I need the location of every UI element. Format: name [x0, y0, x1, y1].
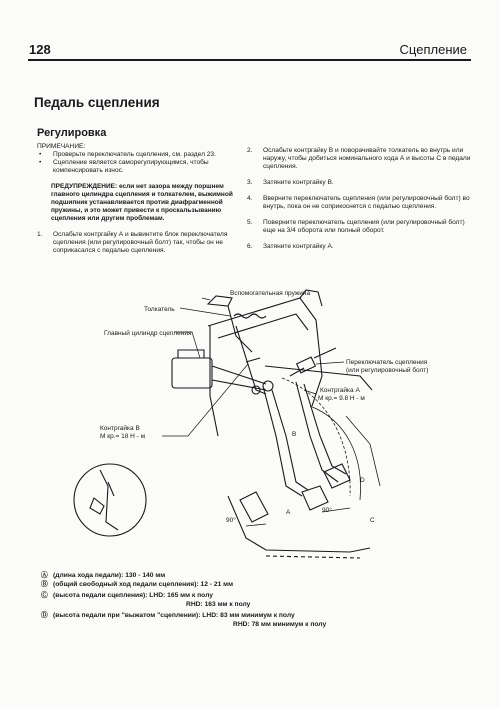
note-heading: ПРИМЕЧАНИЕ:: [37, 143, 86, 150]
spec-symbol: Ⓐ: [41, 572, 48, 579]
step-text: Затяните контргайку А.: [263, 243, 334, 250]
spec-text: (высота педали сцепления): LHD: 165 мм к полу: [53, 592, 213, 600]
label-angle-left: 90°: [226, 517, 236, 524]
bullet-marker: •: [39, 159, 42, 166]
step-text: Вверните переключатель сцепления (или регулировочный болт) во внутрь, пока он не соприкоснется с педалью сцепления.: [263, 195, 470, 210]
step-text: Затяните контргайку В.: [263, 179, 334, 186]
section-title: Сцепление: [399, 42, 467, 57]
spec-symbol: Ⓓ: [41, 612, 48, 620]
spec-text: (общий свободный ход педали сцепления): 12 - 21 мм: [53, 580, 234, 588]
step-number: 2.: [247, 147, 253, 154]
step-text: Ослабьте контргайку В и поворачивайте толкатель во внутрь или наружу, чтобы добиться номинального хода А и высоты С в педали сцепления.: [263, 147, 471, 170]
leader-lines: [162, 298, 344, 436]
spec-subline: RHD: 163 мм к полу: [186, 600, 251, 608]
step-number: 6.: [247, 243, 253, 250]
step-text: Ослабьте контргайку А и вывинтите блок переключателя сцепления (или регулировочный болт) так, чтобы он не соприкасался с педалью сцепления.: [53, 231, 228, 254]
spec-text: (длина хода педали): 130 - 140 мм: [53, 572, 166, 579]
label-switch-1: Переключатель сцепления: [346, 359, 428, 366]
label-master-cylinder: Главный цилиндр сцепления: [104, 330, 192, 337]
spec-symbol: Ⓒ: [41, 592, 48, 600]
step-item: [247, 179, 472, 187]
assist-spring: [208, 296, 266, 352]
right-column: [247, 147, 472, 259]
step-item: [247, 147, 472, 171]
pedal-pads: [240, 464, 350, 522]
bullet-marker: •: [39, 151, 42, 158]
spec-row: [41, 572, 461, 581]
page-number: 128: [29, 42, 51, 57]
label-mark-a: A: [286, 509, 291, 516]
step-item: [247, 243, 472, 251]
page-title: Педаль сцепления: [34, 95, 160, 110]
label-locknut-b-2: М кр.= 18 Н - м: [100, 433, 146, 440]
step-text: Поверните переключатель сцепления (или регулировочный болт) еще на 3/4 оборота или полный оборот.: [263, 219, 465, 234]
step-number: 5.: [247, 219, 253, 226]
spec-list: [41, 572, 461, 630]
step-item: [37, 231, 243, 255]
note-bullet: [37, 159, 243, 175]
section-subtitle: Регулировка: [37, 127, 107, 139]
spec-subline: RHD: 78 мм минимум к полу: [233, 620, 327, 628]
label-locknut-b-1: Контргайка В: [100, 425, 140, 432]
spec-row: [41, 612, 461, 621]
note-bullet-text: Сцепление является саморегулирующимся, чтобы компенсировать износ.: [53, 159, 209, 174]
pushrod: [236, 326, 266, 394]
floor-line: [228, 496, 370, 558]
spec-text: (высота педали при "выжатом "сцеплении): LHD: 83 мм минимум к полу: [53, 612, 295, 620]
step-item: [247, 219, 472, 235]
spec-symbol: Ⓑ: [41, 580, 48, 588]
label-locknut-a-2: М кр.= 9.8 Н - м: [318, 395, 365, 402]
header-divider: [28, 59, 471, 61]
warning-text: ПРЕДУПРЕЖДЕНИЕ: если нет зазора между поршнем главного цилиндра сцепления и толкателем, выжимной подшипник устанавливается против диафрагменной пружины, и это может привести к проскальзыванию сцепления или другим проблемам.: [51, 183, 233, 222]
label-mark-c: C: [370, 517, 375, 524]
master-cylinder: [172, 350, 273, 391]
step-item: [247, 195, 472, 211]
label-mark-b: B: [292, 431, 297, 438]
step-number: 3.: [247, 179, 253, 186]
clutch-switch: [290, 348, 336, 376]
label-locknut-a-1: Контргайка А: [320, 387, 360, 394]
note-bullet-text: Проверьте переключатель сцепления, см. раздел 23.: [53, 151, 216, 158]
label-switch-2: (или регулировочный болт): [346, 367, 429, 374]
detail-inset: [74, 464, 146, 536]
note-bullet: [37, 151, 243, 159]
spec-row: [41, 581, 461, 590]
label-spring: Вспомогательная пружина: [230, 290, 311, 297]
spec-row: [41, 592, 461, 601]
label-angle-right: 90°: [322, 507, 332, 514]
step-number: 4.: [247, 195, 253, 202]
clutch-pedal-diagram: [60, 286, 460, 566]
label-mark-d: D: [360, 477, 365, 484]
left-column: [37, 143, 243, 263]
step-number: 1.: [37, 231, 43, 238]
label-pushrod: Толкатель: [144, 306, 175, 313]
